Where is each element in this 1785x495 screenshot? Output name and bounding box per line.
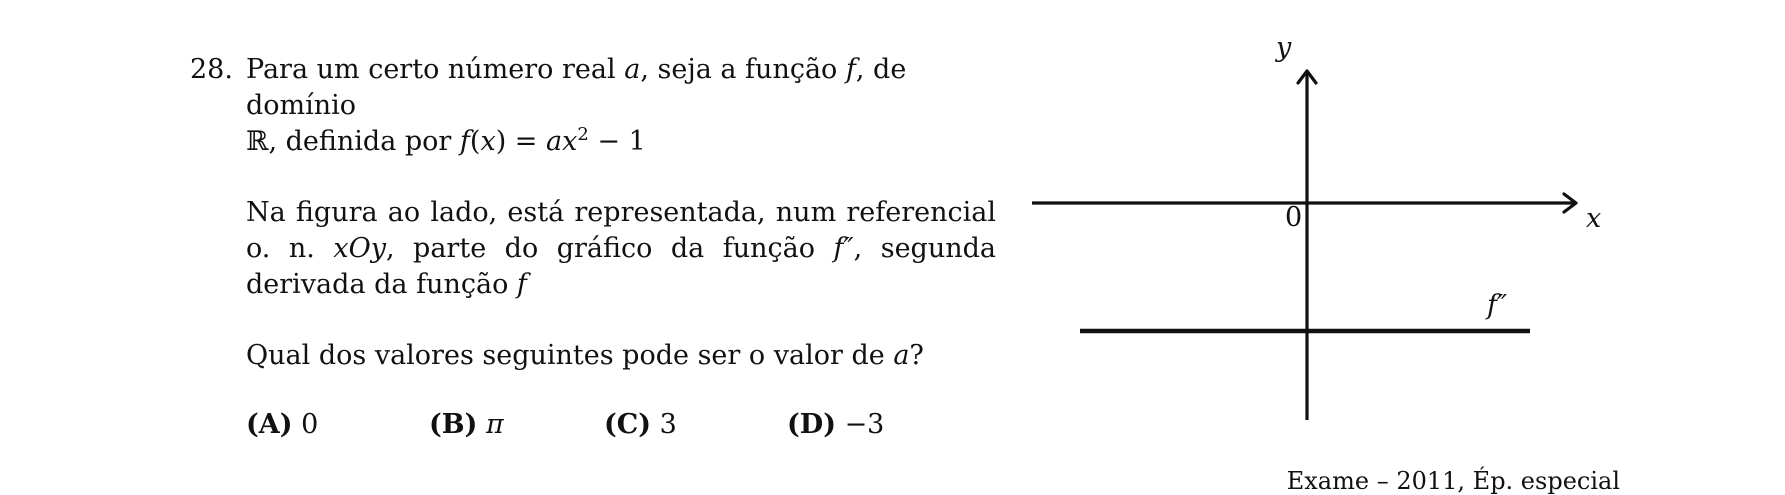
description-text: , segunda derivada da função <box>246 233 996 300</box>
question-statement <box>246 52 996 160</box>
option-d[interactable] <box>787 407 907 443</box>
prompt-text: Qual dos valores seguintes pode ser o valor de <box>246 340 894 371</box>
option-a[interactable] <box>246 407 429 443</box>
option-letter: (D) <box>787 409 836 440</box>
prompt-text: ? <box>909 340 924 371</box>
var-ax: ax <box>546 126 578 157</box>
var-a: a <box>624 54 641 85</box>
graph-figure <box>1020 30 1640 430</box>
option-letter: (C) <box>604 409 652 440</box>
figure-description <box>246 195 996 303</box>
statement-text: , seja a função <box>640 54 846 85</box>
description-text: Na figura ao lado, está representada, num referencial o. n. <box>246 197 996 264</box>
var-f: f <box>845 54 856 85</box>
option-value: 3 <box>659 409 677 440</box>
statement-text: , definida por <box>268 126 460 157</box>
reals-symbol: ℝ <box>246 126 269 157</box>
statement-text: ) = <box>495 126 547 157</box>
y-axis <box>1298 71 1316 420</box>
option-value: −3 <box>844 409 885 440</box>
x-axis <box>1032 194 1576 212</box>
statement-text: − 1 <box>588 126 646 157</box>
var-a: a <box>893 340 910 371</box>
x-axis-label: x <box>1586 203 1602 234</box>
second-derivative-symbol: f″ <box>833 233 854 264</box>
question-prompt <box>246 338 996 374</box>
frame-xoy: xOy <box>333 233 386 264</box>
question-body <box>246 52 996 443</box>
exponent: 2 <box>577 124 589 145</box>
option-c[interactable] <box>604 407 787 443</box>
statement-text: Para um certo número real <box>246 54 625 85</box>
question-number: 28. <box>190 54 233 85</box>
option-value: π <box>485 409 504 440</box>
y-axis-label: y <box>1276 32 1292 63</box>
answer-options <box>246 407 996 443</box>
statement-text: , de domínio <box>246 54 907 121</box>
var-f: f <box>516 269 527 300</box>
option-value: 0 <box>301 409 319 440</box>
var-f: f <box>459 126 470 157</box>
option-letter: (B) <box>429 409 478 440</box>
curve-label: f″ <box>1487 290 1508 321</box>
option-letter: (A) <box>246 409 293 440</box>
exam-source: Exame – 2011, Ép. especial <box>1286 467 1620 495</box>
origin-label: 0 <box>1285 202 1303 233</box>
statement-text: ( <box>469 126 481 157</box>
description-text: , parte do gráfico da função <box>385 233 834 264</box>
var-x: x <box>480 126 496 157</box>
option-b[interactable] <box>429 407 604 443</box>
